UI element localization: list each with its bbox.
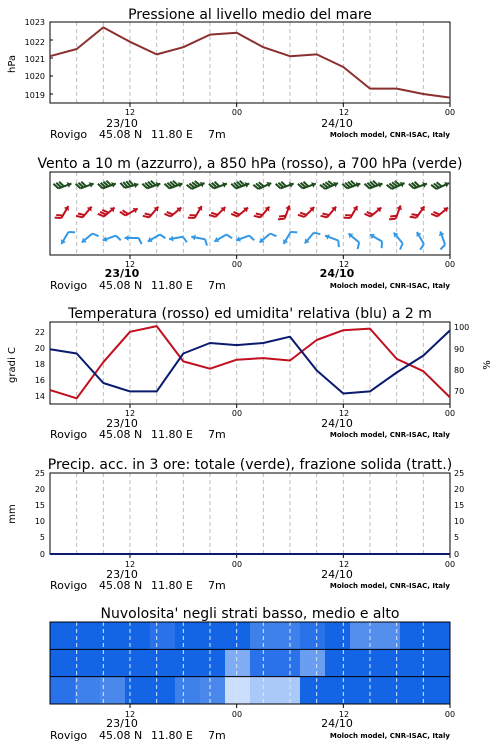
wind-barb	[164, 203, 183, 221]
precipitation-ytick: 10	[34, 517, 45, 526]
x-tick-label: 12	[338, 260, 350, 269]
wind-barb	[321, 203, 339, 222]
cloud-cell	[250, 622, 275, 649]
wind-barb-feather	[419, 244, 426, 250]
wind-barb	[409, 178, 428, 192]
precipitation-title: Precip. acc. in 3 ore: totale (verde), frazione solida (tratt.)	[47, 457, 453, 473]
date-label: 24/10	[319, 267, 355, 280]
station-lat: 45.08 N	[99, 428, 143, 441]
cloud-cell	[125, 677, 150, 704]
wind-barb	[55, 203, 71, 222]
date-label: 24/10	[321, 568, 353, 581]
wind-barb-head	[64, 204, 71, 210]
wind-barb	[169, 233, 187, 245]
wind-barb	[431, 203, 450, 221]
station-lat: 45.08 N	[99, 279, 143, 292]
cloud-cell	[400, 677, 425, 704]
cloud-cell	[200, 649, 225, 676]
station-name: Rovigo	[50, 729, 88, 742]
model-credit: Moloch model, CNR-ISAC, Italy	[329, 131, 450, 139]
station-elevation: 7m	[208, 729, 226, 742]
model-credit: Moloch model, CNR-ISAC, Italy	[329, 431, 450, 439]
precipitation-ytick-right: 20	[454, 485, 465, 494]
pressure-line	[50, 27, 450, 97]
wind-barb-head	[125, 235, 129, 241]
station-elevation: 7m	[208, 279, 226, 292]
cloud-cell	[250, 649, 275, 676]
wind-barb	[98, 178, 117, 192]
wind-barb-head	[197, 204, 204, 210]
cloud-cell	[400, 622, 425, 649]
date-label: 23/10	[106, 117, 138, 130]
cloud-cell	[350, 677, 375, 704]
x-tick-label: 00	[444, 108, 456, 117]
cloud-cell	[275, 622, 300, 649]
humidity-ylabel: %	[482, 360, 493, 370]
model-credit: Moloch model, CNR-ISAC, Italy	[329, 732, 450, 740]
plot-frame	[50, 322, 450, 404]
wind-barb-head	[59, 239, 66, 245]
wind-barb-feather	[139, 238, 142, 244]
wind-barb	[258, 229, 277, 247]
cloud-cell	[225, 649, 250, 676]
wind-title: Vento a 10 m (azzurro), a 850 hPa (rosso), a 700 hPa (verde)	[37, 156, 463, 172]
station-lon: 11.80 E	[151, 729, 193, 742]
cloud-cell	[300, 649, 325, 676]
station-lat: 45.08 N	[99, 579, 143, 592]
x-tick-label: 12	[338, 108, 350, 117]
wind-barb	[364, 203, 383, 221]
wind-barb	[389, 203, 403, 222]
humidity-ytick: 70	[454, 387, 465, 396]
station-name: Rovigo	[50, 279, 88, 292]
wind-barb	[53, 178, 72, 192]
wind-barb	[98, 203, 117, 221]
x-tick-label: 00	[444, 710, 456, 719]
wind-barb-feather	[336, 240, 341, 247]
x-tick-label: 12	[124, 409, 136, 418]
wind-barb	[276, 178, 295, 192]
pressure-title: Pressione al livello medio del mare	[128, 7, 372, 23]
model-credit: Moloch model, CNR-ISAC, Italy	[329, 582, 450, 590]
cloud-cell	[225, 622, 250, 649]
x-tick-label: 00	[231, 560, 243, 569]
cloud-cell	[325, 677, 350, 704]
cloud-cell	[50, 677, 75, 704]
station-name: Rovigo	[50, 128, 88, 141]
wind-barb-feather	[249, 235, 254, 242]
wind-barb-feather	[204, 239, 208, 245]
x-tick-label: 12	[124, 560, 136, 569]
cloud-cell	[350, 649, 375, 676]
x-tick-label: 00	[231, 260, 243, 269]
wind-barb-head	[213, 237, 219, 244]
temperature-ytick: 22	[34, 328, 45, 337]
precipitation-ytick: 15	[34, 501, 45, 510]
wind-barb	[231, 178, 250, 192]
wind-barb	[435, 230, 449, 249]
pressure-ytick: 1019	[24, 91, 45, 100]
wind-barb	[76, 203, 94, 222]
x-tick-label: 00	[444, 260, 456, 269]
temperature-ylabel: gradi C	[7, 347, 18, 383]
x-tick-label: 00	[444, 560, 456, 569]
wind-barb-feather	[68, 229, 75, 235]
wind-barb	[213, 230, 232, 246]
wind-barb	[59, 228, 75, 247]
station-elevation: 7m	[208, 128, 226, 141]
cloud-cell	[350, 622, 375, 649]
wind-barb-feather	[183, 236, 187, 242]
wind-barb	[389, 231, 407, 250]
wind-barb-feather	[355, 242, 361, 249]
temperature-line	[50, 326, 450, 398]
x-tick-label: 00	[231, 710, 243, 719]
precipitation-ytick-right: 5	[454, 533, 460, 542]
date-label: 23/10	[106, 717, 138, 730]
x-tick-label: 12	[338, 560, 350, 569]
wind-barb-feather	[160, 233, 166, 240]
station-lon: 11.80 E	[151, 428, 193, 441]
station-lon: 11.80 E	[151, 128, 193, 141]
wind-barb-feather	[92, 232, 98, 239]
wind-barb-feather	[270, 232, 276, 239]
humidity-ytick: 90	[454, 345, 465, 354]
precipitation-ytick: 5	[39, 533, 45, 542]
cloud-cell	[175, 622, 200, 649]
station-elevation: 7m	[208, 428, 226, 441]
temperature-ytick: 18	[34, 360, 45, 369]
cloud-panel	[101, 606, 400, 622]
station-elevation: 7m	[208, 579, 226, 592]
wind-barb	[235, 232, 254, 246]
cloud-cell	[425, 649, 450, 676]
cloud-cell	[175, 677, 200, 704]
station-lat: 45.08 N	[99, 729, 143, 742]
cloud-cell	[150, 677, 175, 704]
cloud-cell	[250, 677, 275, 704]
wind-barb	[281, 228, 297, 247]
wind-barb	[323, 233, 342, 247]
date-label: 24/10	[321, 417, 353, 430]
wind-barb	[278, 203, 292, 222]
wind-barb-head	[368, 232, 374, 239]
pressure-ytick: 1021	[24, 55, 45, 64]
wind-barb	[298, 203, 316, 221]
cloud-cell	[50, 649, 75, 676]
wind-barb	[188, 203, 204, 222]
wind-barb-head	[146, 237, 152, 244]
wind-barb	[190, 234, 208, 246]
wind-barb	[231, 203, 250, 221]
cloud-cell	[50, 622, 75, 649]
cloud-cell	[425, 622, 450, 649]
x-tick-label: 00	[231, 108, 243, 117]
wind-barb-feather	[379, 242, 385, 249]
wind-barb	[320, 178, 339, 193]
humidity-ytick: 100	[454, 323, 470, 332]
precipitation-ylabel: mm	[7, 504, 18, 524]
temperature-panel	[7, 306, 493, 401]
wind-barb-feather	[439, 245, 446, 250]
cloud-cell	[400, 649, 425, 676]
date-label: 23/10	[104, 267, 140, 280]
precipitation-ytick: 20	[34, 485, 45, 494]
plot-frame	[50, 473, 450, 554]
cloud-cell	[200, 677, 225, 704]
plot-frame	[50, 22, 450, 103]
precipitation-ytick-right: 0	[454, 550, 460, 559]
date-label: 23/10	[106, 568, 138, 581]
x-tick-label: 12	[338, 409, 350, 418]
wind-panel	[37, 156, 462, 172]
wind-barb	[76, 178, 95, 192]
wind-barb-feather	[398, 243, 405, 249]
precipitation-ytick-right: 10	[454, 517, 465, 526]
wind-barb	[187, 178, 206, 193]
temperature-ytick: 14	[34, 392, 45, 401]
wind-barb	[303, 228, 321, 247]
wind-barb	[344, 203, 360, 222]
station-lon: 11.80 E	[151, 279, 193, 292]
wind-barb	[209, 178, 228, 192]
cloud-cell	[200, 622, 225, 649]
wind-barb-head	[353, 204, 360, 210]
x-tick-label: 12	[124, 710, 136, 719]
humidity-ytick: 80	[454, 366, 465, 375]
cloud-title: Nuvolosita' negli strati basso, medio e alto	[100, 606, 400, 622]
pressure-ytick: 1023	[24, 18, 45, 27]
cloud-cell	[225, 677, 250, 704]
x-tick-label: 00	[444, 409, 456, 418]
wind-barb	[102, 232, 121, 246]
wind-barb	[142, 178, 161, 192]
precipitation-ytick-right: 15	[454, 501, 465, 510]
date-label: 23/10	[106, 417, 138, 430]
date-label: 24/10	[321, 117, 353, 130]
pressure-ytick: 1020	[24, 72, 45, 81]
wind-barb-feather	[226, 233, 232, 240]
cloud-cell	[75, 677, 100, 704]
x-tick-label: 12	[124, 108, 136, 117]
cloud-cell	[150, 622, 175, 649]
cloud-cell	[275, 677, 300, 704]
precipitation-ytick-right: 25	[454, 469, 465, 478]
wind-barb-head	[281, 239, 288, 245]
precipitation-ytick: 25	[34, 469, 45, 478]
temperature-title: Temperatura (rosso) ed umidita' relativa (blu) a 2 m	[68, 306, 432, 322]
wind-barb	[80, 229, 99, 247]
wind-barb	[254, 203, 272, 222]
model-credit: Moloch model, CNR-ISAC, Italy	[329, 282, 450, 290]
wind-barb	[125, 235, 142, 244]
pressure-ylabel: hPa	[7, 54, 18, 74]
wind-barb-feather	[116, 235, 121, 242]
cloud-cell	[300, 622, 325, 649]
wind-barb	[146, 230, 165, 246]
temperature-ytick: 16	[34, 376, 45, 385]
cloud-cell	[125, 649, 150, 676]
wind-barb	[209, 203, 227, 221]
wind-barb	[298, 178, 317, 192]
wind-barb	[431, 178, 450, 193]
wind-barb	[143, 203, 161, 222]
station-name: Rovigo	[50, 428, 88, 441]
pressure-ytick: 1022	[24, 38, 45, 47]
cloud-cell	[325, 622, 350, 649]
wind-barb	[412, 230, 428, 249]
cloud-cell	[275, 649, 300, 676]
cloud-cell	[300, 677, 325, 704]
date-label: 24/10	[321, 717, 353, 730]
temperature-ytick: 20	[34, 344, 45, 353]
cloud-cell	[425, 677, 450, 704]
precipitation-ytick: 0	[39, 550, 45, 559]
x-tick-label: 00	[231, 409, 243, 418]
wind-barb-head	[133, 206, 139, 213]
cloud-cell	[125, 622, 150, 649]
cloud-cell	[175, 649, 200, 676]
cloud-cell	[150, 649, 175, 676]
cloud-cell	[75, 622, 100, 649]
station-lat: 45.08 N	[99, 128, 143, 141]
humidity-line	[50, 330, 450, 393]
wind-barb	[165, 178, 184, 192]
cloud-cell	[325, 649, 350, 676]
x-tick-label: 12	[338, 710, 350, 719]
wind-barb	[342, 178, 361, 192]
station-lon: 11.80 E	[151, 579, 193, 592]
cloud-cell	[75, 649, 100, 676]
wind-barb	[365, 178, 384, 192]
x-tick-label: 12	[124, 260, 136, 269]
wind-barb-feather	[291, 229, 298, 235]
wind-barb-head	[414, 230, 421, 236]
precipitation-panel	[7, 457, 464, 559]
wind-barb	[410, 203, 427, 222]
station-name: Rovigo	[50, 579, 88, 592]
wind-barb	[345, 231, 364, 249]
